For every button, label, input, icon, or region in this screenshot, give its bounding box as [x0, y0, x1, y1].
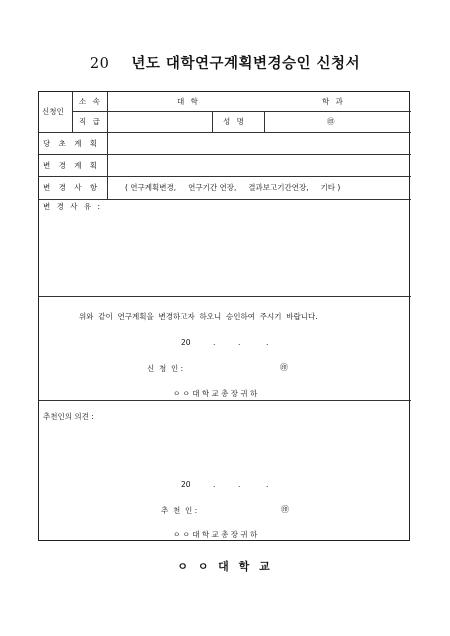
department-field[interactable]: 학 과 — [322, 97, 345, 106]
recommender-opinion-label: 추천인의 의견 : — [43, 412, 94, 421]
request-date-year: 20 — [181, 338, 191, 347]
divider — [39, 176, 411, 177]
footer-university: ㅇ ㅇ 대 학 교 — [177, 560, 273, 573]
divider — [212, 111, 213, 132]
divider — [72, 111, 411, 112]
recommender-opinion-field[interactable] — [43, 426, 407, 476]
name-label: 성 명 — [223, 117, 246, 126]
recommender-date-sep: . — [266, 480, 269, 489]
recommender-line: 추 천 인 : — [161, 506, 198, 515]
university-field[interactable]: 대 학 — [177, 97, 200, 106]
divider — [39, 296, 411, 297]
divider — [39, 154, 411, 155]
original-plan-label: 당 초 계 획 — [43, 139, 101, 148]
recommender-date-sep: . — [238, 480, 241, 489]
changed-plan-field[interactable] — [111, 159, 407, 173]
affiliation-label: 소 속 — [79, 97, 102, 106]
request-addressee: ㅇ ㅇ 대 학 교 총 장 귀 하 — [173, 389, 258, 398]
request-seal-mark: ㊞ — [280, 363, 288, 372]
title-year: 20 — [89, 56, 110, 72]
request-statement: 위와 같이 연구계획을 변경하고자 하오니 승인하여 주시기 바랍니다. — [79, 312, 318, 321]
application-form — [38, 91, 410, 541]
request-date-sep: . — [213, 338, 216, 347]
divider — [72, 92, 73, 132]
request-applicant-line: 신 청 인 : — [147, 364, 184, 373]
recommender-date-year: 20 — [181, 480, 191, 489]
position-field[interactable] — [111, 117, 209, 127]
change-reason-field[interactable] — [43, 216, 407, 292]
divider — [39, 400, 411, 401]
divider — [39, 199, 411, 200]
divider — [264, 111, 265, 132]
request-date-sep: . — [266, 338, 269, 347]
change-items-label: 변 경 사 항 — [43, 183, 101, 192]
change-items-options: ( 연구계획변경, 연구기간 연장, 결과보고기간연장, 기타 ) — [125, 183, 341, 192]
recommender-date-sep: . — [213, 480, 216, 489]
applicant-seal-mark: ㊞ — [327, 117, 335, 126]
request-date-sep: . — [238, 338, 241, 347]
title-text: 년도 대학연구계획변경승인 신청서 — [131, 55, 361, 72]
recommender-seal-mark: ㊞ — [281, 505, 289, 514]
form-title — [0, 52, 450, 73]
position-label: 직 급 — [79, 117, 102, 126]
original-plan-field[interactable] — [111, 137, 407, 151]
applicant-label: 신청인 — [42, 107, 64, 116]
recommender-addressee: ㅇ ㅇ 대 학 교 총 장 귀 하 — [173, 530, 258, 539]
changed-plan-label: 변 경 계 획 — [43, 161, 101, 170]
divider — [107, 92, 108, 199]
change-reason-label: 변 경 사 유 : — [43, 202, 103, 211]
divider — [39, 132, 411, 133]
